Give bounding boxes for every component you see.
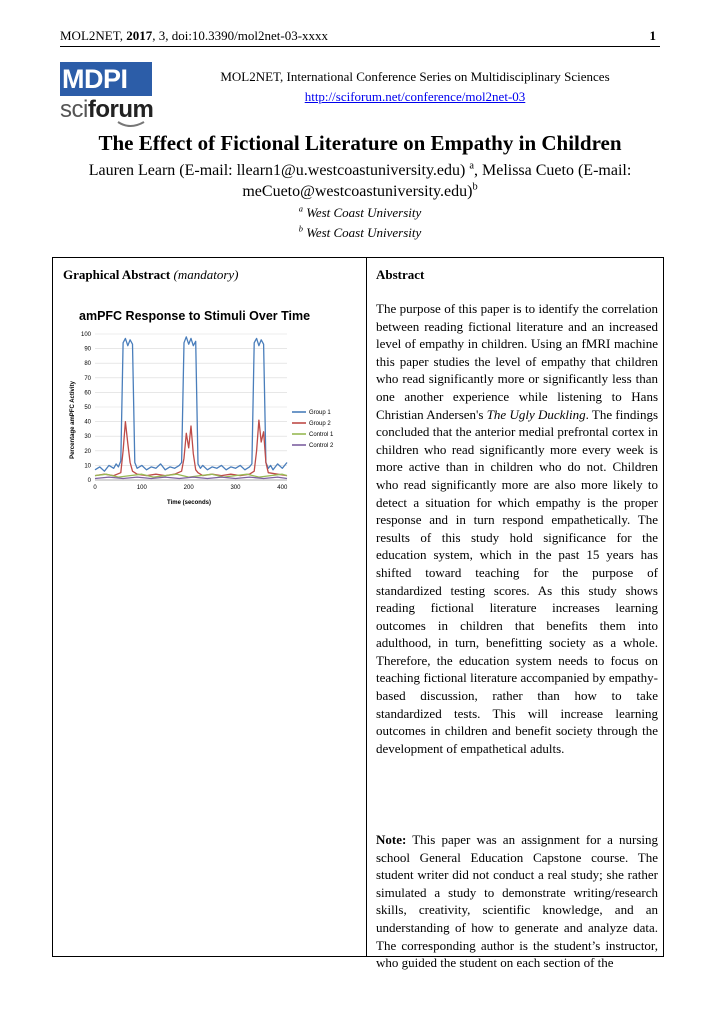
y-tick-label: 100: [80, 332, 91, 338]
x-tick-label: 400: [277, 485, 288, 491]
abstract-box: [52, 257, 664, 971]
y-tick-label: 60: [84, 390, 91, 397]
conference-info: [170, 67, 660, 107]
y-tick-label: 40: [84, 419, 91, 426]
chart-y-axis-label: Percentage amPFC Activity: [70, 381, 76, 459]
y-tick-label: 50: [84, 405, 91, 411]
graphical-abstract-heading: Graphical Abstract (mandatory): [63, 267, 239, 282]
running-header-citation: MOL2NET, 2017, 3, doi:10.3390/mol2net-03-xxxx: [60, 28, 329, 43]
page-number: 1: [649, 28, 656, 43]
affiliation-b: $^b$ West Coast University: [298, 223, 422, 240]
legend-entry: Group 1: [309, 410, 331, 416]
author-list: Lauren Learn (E-mail: llearn1@u.westcoastuniversity.edu) $^a$, Melissa Cueto (E-mail: meCueto@westcoastuniversity.edu)$^b$: [88, 160, 632, 200]
chart-title: amPFC Response to Stimuli Over Time: [79, 309, 311, 323]
running-header-year: 2017: [126, 28, 153, 43]
y-tick-label: 70: [84, 375, 91, 382]
note-label: Note:: [376, 832, 407, 847]
x-tick-label: 200: [183, 485, 194, 491]
note-paragraph: Note: This paper was an assignment for a nursing school General Education Capstone course. The student writer did not conduct a real study; she rather simulated a study to demonstrate writing/research skills, creativity, scientific knowledge, and an understanding of how to generate and analyze data. The corresponding author is the student’s instructor, who guided the student on each section of the: [376, 832, 658, 971]
author-2: , Melissa Cueto (E-mail:: [473, 162, 632, 179]
x-tick-label: 0: [93, 485, 97, 491]
book-title: The Ugly Duckling: [486, 406, 586, 422]
running-header: [60, 28, 660, 48]
chart-x-axis-label: Time (seconds): [167, 500, 211, 506]
legend-entry: Control 1: [309, 432, 334, 438]
y-tick-label: 90: [84, 346, 91, 353]
line-chart: [65, 300, 361, 508]
y-tick-label: 0: [87, 478, 91, 484]
series-line-group-2: [95, 420, 287, 476]
author-2-email: meCueto@westcoastuniversity.edu): [242, 183, 473, 200]
chart-legend: [292, 410, 334, 449]
affiliations: [60, 203, 660, 243]
legend-entry: Control 2: [309, 443, 334, 449]
conference-link[interactable]: http://sciforum.net/conference/mol2net-03: [304, 89, 526, 104]
abstract-heading: Abstract: [376, 267, 425, 282]
author-1: Lauren Learn (E-mail: llearn1@u.westcoastuniversity.edu): [88, 162, 470, 179]
x-tick-label: 100: [136, 485, 147, 491]
column-divider: [366, 258, 367, 956]
y-tick-label: 10: [84, 463, 91, 470]
mdpi-sciforum-logo: [60, 62, 152, 131]
affiliation-a: $^a$ West Coast University: [298, 203, 422, 220]
conference-name: MOL2NET, International Conference Series on Multidisciplinary Sciences: [220, 69, 610, 84]
abstract-text: The purpose of this paper is to identify the correlation between reading fictional literature and an increased level of empathy in children. Using an fMRI machine this paper studies the level of empathy that children who read significantly more or significantly less than one another experience while listening to Hans Christian Andersen's The Ugly Duckling. The findings concluded that the anterior medial prefrontal cortex in children who read significantly more every week is more active than in children who do not. Children who read significantly more are also more likely to detect a situation for which empathy is the proper response and in turn respond empathetically. The results of this study hold significance for the education system, which in the past 15 years has shifted toward teaching for the purpose of standardized testing scores. As this study shows reading fictional literature increases learning outcomes in children that benefits them into adulthood, in turn, benefitting society as a whole. Therefore, the education system needs to focus on teaching fictional literature accompanied by empathy-based discussion, rather than how to take standardized tests. This will increase learning outcomes in children and benefit society through the development of empathetical adults.: [376, 301, 658, 756]
mdpi-logo: MDPI: [60, 62, 152, 96]
legend-entry: Group 2: [309, 421, 331, 427]
graphical-abstract-chart: [65, 300, 361, 508]
paper-title: The Effect of Fictional Literature on Empathy in Children: [98, 131, 622, 155]
header-rule: [60, 46, 660, 47]
x-tick-label: 300: [230, 485, 241, 491]
y-tick-label: 30: [84, 434, 91, 441]
chart-series: [95, 337, 287, 479]
sciforum-logo: sciforum: [60, 96, 154, 123]
chart-gridlines: [95, 334, 287, 480]
series-line-control-1: [95, 474, 287, 477]
y-tick-label: 80: [84, 361, 91, 368]
y-tick-label: 20: [84, 448, 91, 455]
